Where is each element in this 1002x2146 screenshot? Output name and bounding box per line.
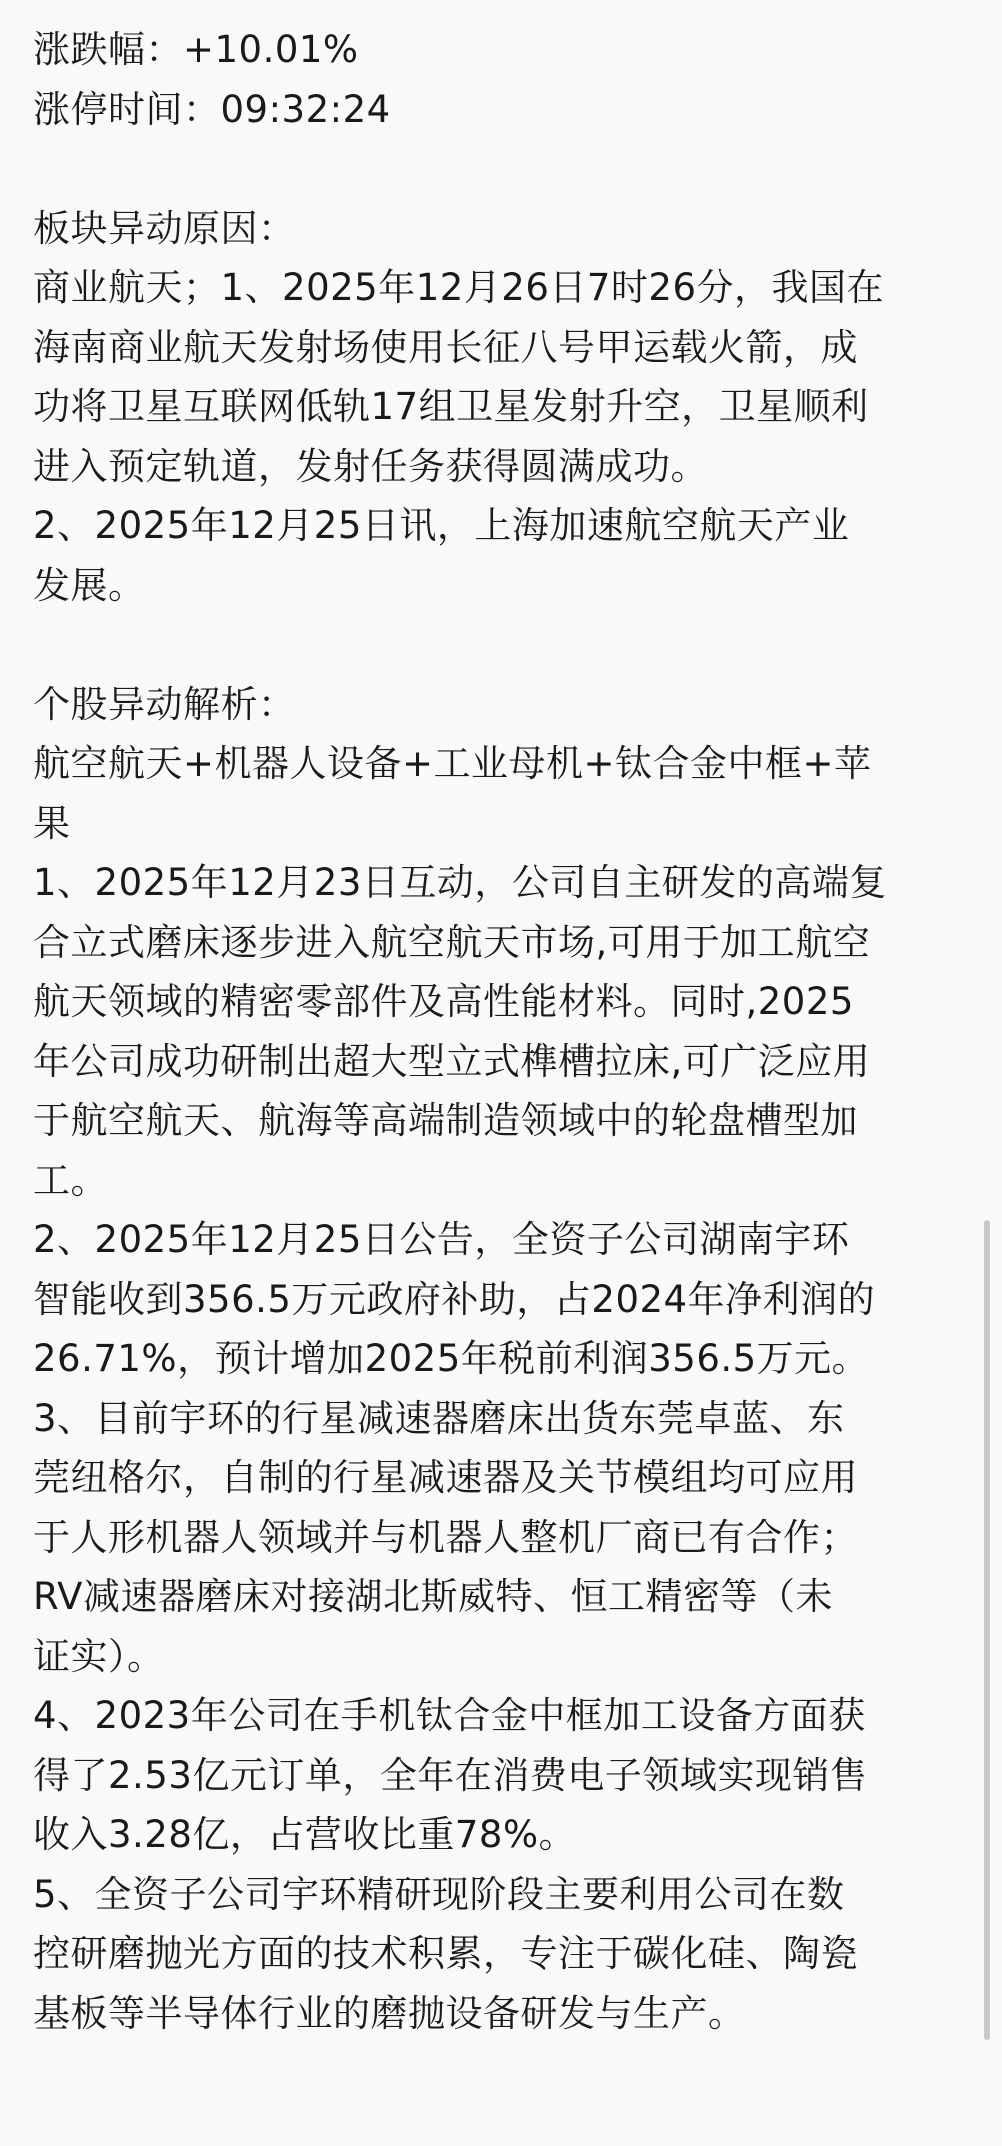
- change-percent-line: 涨跌幅：+10.01%: [33, 28, 359, 71]
- stock-line: RV减速器磨床对接湖北斯威特、恒工精密等（未: [33, 1575, 833, 1618]
- stock-line: 收入3.28亿，占营收比重78%。: [33, 1813, 577, 1856]
- sector-line: 进入预定轨道，发射任务获得圆满成功。: [33, 444, 708, 488]
- stock-line: 于航空航天、航海等高端制造领域中的轮盘槽型加: [33, 1099, 858, 1142]
- stock-line: 得了2.53亿元订单，全年在消费电子领域实现销售: [33, 1753, 868, 1797]
- stock-line: 证实）。: [33, 1634, 165, 1678]
- stock-line: 于人形机器人领域并与机器人整机厂商已有合作；: [33, 1515, 858, 1559]
- stock-line: 4、2023年公司在手机钛合金中框加工设备方面获: [33, 1694, 866, 1737]
- spacer: [33, 615, 973, 675]
- spacer: [33, 139, 973, 199]
- stock-line: 合立式磨床逐步进入航空航天市场,可用于加工航空: [33, 920, 871, 964]
- sector-line: 商业航天；1、2025年12月26日7时26分，我国在: [33, 266, 884, 309]
- stock-line: 智能收到356.5万元政府补助，占2024年净利润的: [33, 1277, 876, 1321]
- stock-line: 1、2025年12月23日互动，公司自主研发的高端复: [33, 861, 887, 904]
- stock-section-title: 个股异动解析：: [33, 682, 296, 726]
- stock-line: 航空航天+机器人设备+工业母机+钛合金中框+苹: [33, 742, 872, 785]
- stock-line: 5、全资子公司宇环精研现阶段主要利用公司在数: [33, 1872, 845, 1916]
- stock-line: 控研磨抛光方面的技术积累，专注于碳化硅、陶瓷: [33, 1932, 858, 1975]
- stock-line: 工。: [33, 1158, 108, 1202]
- stock-line: 基板等半导体行业的磨抛设备研发与生产。: [33, 1991, 746, 2035]
- limit-up-time-line: 涨停时间：09:32:24: [33, 87, 391, 131]
- stock-line: 莞纽格尔，自制的行星减速器及关节模组均可应用: [33, 1456, 858, 1499]
- sector-line: 功将卫星互联网低轨17组卫星发射升空，卫星顺利: [33, 385, 869, 428]
- stock-line: 2、2025年12月25日公告，全资子公司湖南宇环: [33, 1218, 850, 1261]
- stock-line: 航天领域的精密零部件及高性能材料。同时,2025: [33, 980, 854, 1023]
- sector-section-title: 板块异动原因：: [33, 206, 296, 250]
- sector-line: 海南商业航天发射场使用长征八号甲运载火箭，成: [33, 325, 858, 369]
- sector-line: 2、2025年12月25日讯，上海加速航空航天产业: [33, 504, 850, 547]
- stock-line: 26.71%，预计增加2025年税前利润356.5万元。: [33, 1337, 870, 1380]
- stock-line: 3、目前宇环的行星减速器磨床出货东莞卓蓝、东: [33, 1396, 845, 1440]
- article-text: [33, 20, 973, 2043]
- sector-line: 发展。: [33, 563, 146, 607]
- vertical-scrollbar[interactable]: [984, 1220, 990, 2040]
- stock-line: 果: [33, 801, 71, 845]
- stock-line: 年公司成功研制出超大型立式榫槽拉床,可广泛应用: [33, 1039, 871, 1083]
